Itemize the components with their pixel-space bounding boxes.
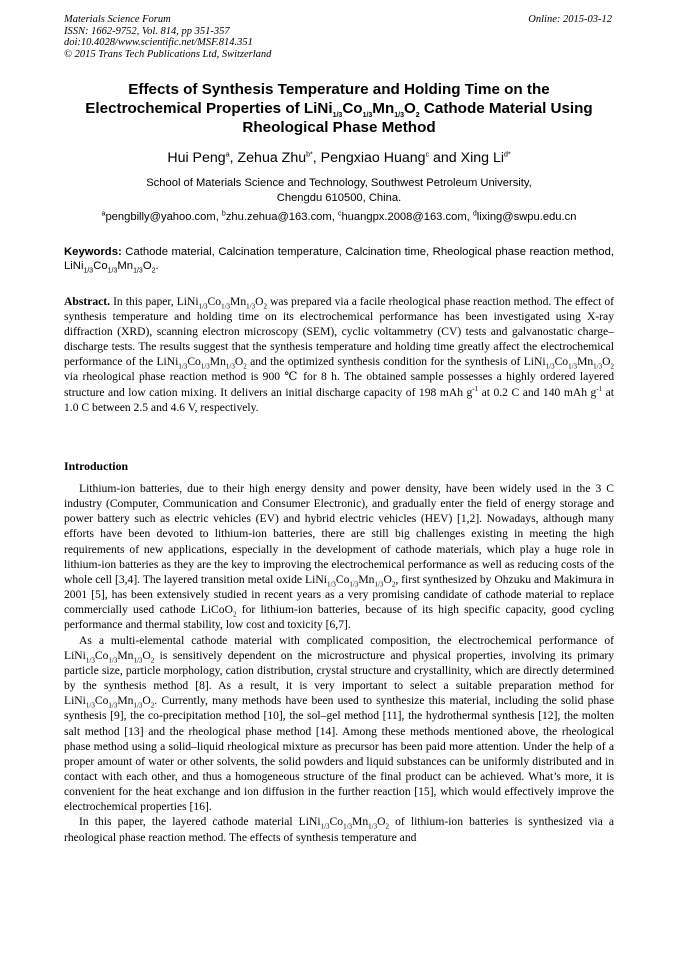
doi-line[interactable]: doi:10.4028/www.scientific.net/MSF.814.351 xyxy=(64,37,253,49)
email-a[interactable]: pengbilly@yahoo.com, xyxy=(105,211,219,223)
paragraph-1: Lithium-ion batteries, due to their high energy density and power density, have been widely used in the 3 C industry (Computer, Communication and Consumer Electronic), and gradually enter the field of energy storage and power battery such as electric vehicles (EV) and hybrid electric vehicles (HEV) [1,2]. Nowadays, although many efforts have been devoted to lithium-ion batteries, there are still big challenges existing in meeting the high requirements of new applications, especially in the development of cathode materials, which play a huge role in lithium-ion batteries as they are the key to improving the electrochemical performance as well as reducing costs of the whole cell [3,4]. The layered transition metal oxide $LiNi_{1/3}Co_{1/3}Mn_{1/3}O_2$, first synthesized by Ohzuku and Makimura in 2001 [5], has been extensively studied in recent years as a very promising candidate of cathode material to replace commercially used cathode LiCoO$_2$ for lithium-ion batteries, because of its high specific capacity, good cycling performance and thermal stability, low cost and toxicity [6,7]. xyxy=(64,482,614,632)
keywords: Keywords: Cathode material, Calcination temperature, Calcination time, Rheological phase reaction method, $LiNi_{1/3}Co_{1/3}Mn_{1/3}O_2$. xyxy=(64,246,615,275)
keywords-label: Keywords: xyxy=(64,246,122,258)
author-4: Xing Li xyxy=(460,150,505,166)
journal-name: Materials Science Forum xyxy=(64,14,171,25)
affiliation: School of Materials Science and Technology, Southwest Petroleum University, Chengdu 610500, China. xyxy=(146,177,532,204)
section-heading-introduction: Introduction xyxy=(64,459,129,473)
introduction-body xyxy=(64,481,614,845)
email-b[interactable]: zhu.zehua@163.com, xyxy=(225,211,335,223)
paper-title xyxy=(60,80,618,137)
abstract-label: Abstract. xyxy=(64,295,111,308)
title-line-2: Electrochemical Properties of $LiNi_{1/3}Co_{1/3}Mn_{1/3}O_2$ Cathode Material Using xyxy=(85,100,593,120)
author-2: Zehua Zhu xyxy=(237,150,307,166)
running-header xyxy=(64,14,612,60)
email-c[interactable]: huangpx.2008@163.com, xyxy=(341,211,470,223)
author-3: Pengxiao Huang xyxy=(320,150,426,166)
title-line-1: Effects of Synthesis Temperature and Holding Time on the xyxy=(128,81,550,98)
title-line-3: Rheological Phase Method xyxy=(242,119,436,136)
paragraph-2: As a multi-elemental cathode material with complicated composition, the electrochemical performance of $LiNi_{1/3}Co_{1/3}Mn_{1/3}O_2$ is sensitively dependent on the microstructure and physical properties, involving its primary particle size, particle morphology, cation distribution, crystal structure and crystallinity, which are directly determined by the synthesis method [8]. As a result, it is very important to select a suitable preparation method for $LiNi_{1/3}Co_{1/3}Mn_{1/3}O_2$. Currently, many methods have been used to synthesize this material, including the solid phase synthesis [9], the co-precipitation method [10], the sol–gel method [11], the hydrothermal synthesis [12], the molten salt method [13] and the rheological phase method [14]. Among these methods mentioned above, the rheological phase method using a solid–liquid rheological mixture as precursor has been paid more attention. Under the help of a proper amount of water or other solvents, the solid powders and liquid substances can be uniformly distributed and in contact with each other, and thus a homogeneous structure of the final product can be achieved. What’s more, it is convenient for the heat exchange and ion diffusion in the further reaction [15], which would effectively improve the electrochemical properties [16]. xyxy=(64,633,614,814)
email-d[interactable]: lixing@swpu.edu.cn xyxy=(476,211,577,223)
issn-line: ISSN: 1662-9752, Vol. 814, pp 351-357 xyxy=(64,25,230,37)
paragraph-3: In this paper, the layered cathode material $LiNi_{1/3}Co_{1/3}Mn_{1/3}O_2$ of lithium-ion batteries is synthesized via a rheological phase reaction method. The effects of synthesis temperature and xyxy=(64,815,614,844)
online-date: Online: 2015-03-12 xyxy=(528,14,612,25)
copyright-line: © 2015 Trans Tech Publications Ltd, Switzerland xyxy=(64,48,272,60)
author-1: Hui Peng xyxy=(167,150,226,166)
abstract: Abstract. In this paper, $LiNi_{1/3}Co_{1/3}Mn_{1/3}O_2$ was prepared via a facile rheological phase reaction method. The effect of synthesis temperature and holding time on its electrochemical performance has been investigated using X-ray diffraction (XRD), scanning electron microscopy (SEM), cyclic voltammetry (CV) tests and galvanostatic charge–discharge tests. The results suggest that the synthesis temperature and holding time greatly affect the electrochemical performance of the $LiNi_{1/3}Co_{1/3}Mn_{1/3}O_2$ and the optimized synthesis condition for the synthesis of $LiNi_{1/3}Co_{1/3}Mn_{1/3}O_2$ via rheological phase reaction method is 900 ℃ for 8 h. The obtained sample possesses a highly ordered layered structure and low cation mixing. It delivers an initial discharge capacity of 198 mAh $g^{-1}$ at 0.2 C and 140 mAh $g^{-1}$ at 1.0 C between 2.5 and 4.6 V, respectively. xyxy=(64,295,614,414)
author-list: Hui Peng$^a$, Zehua Zhu$^{b*}$, Pengxiao Huang$^c$ and Xing $Li^{d*}$ xyxy=(167,150,511,166)
author-emails: $^a$pengbilly@yahoo.com, $^b$zhu.zehua@163.com, $^c$huangpx.2008@163.com, $^d$lixing@swpu.edu.cn xyxy=(101,210,577,223)
